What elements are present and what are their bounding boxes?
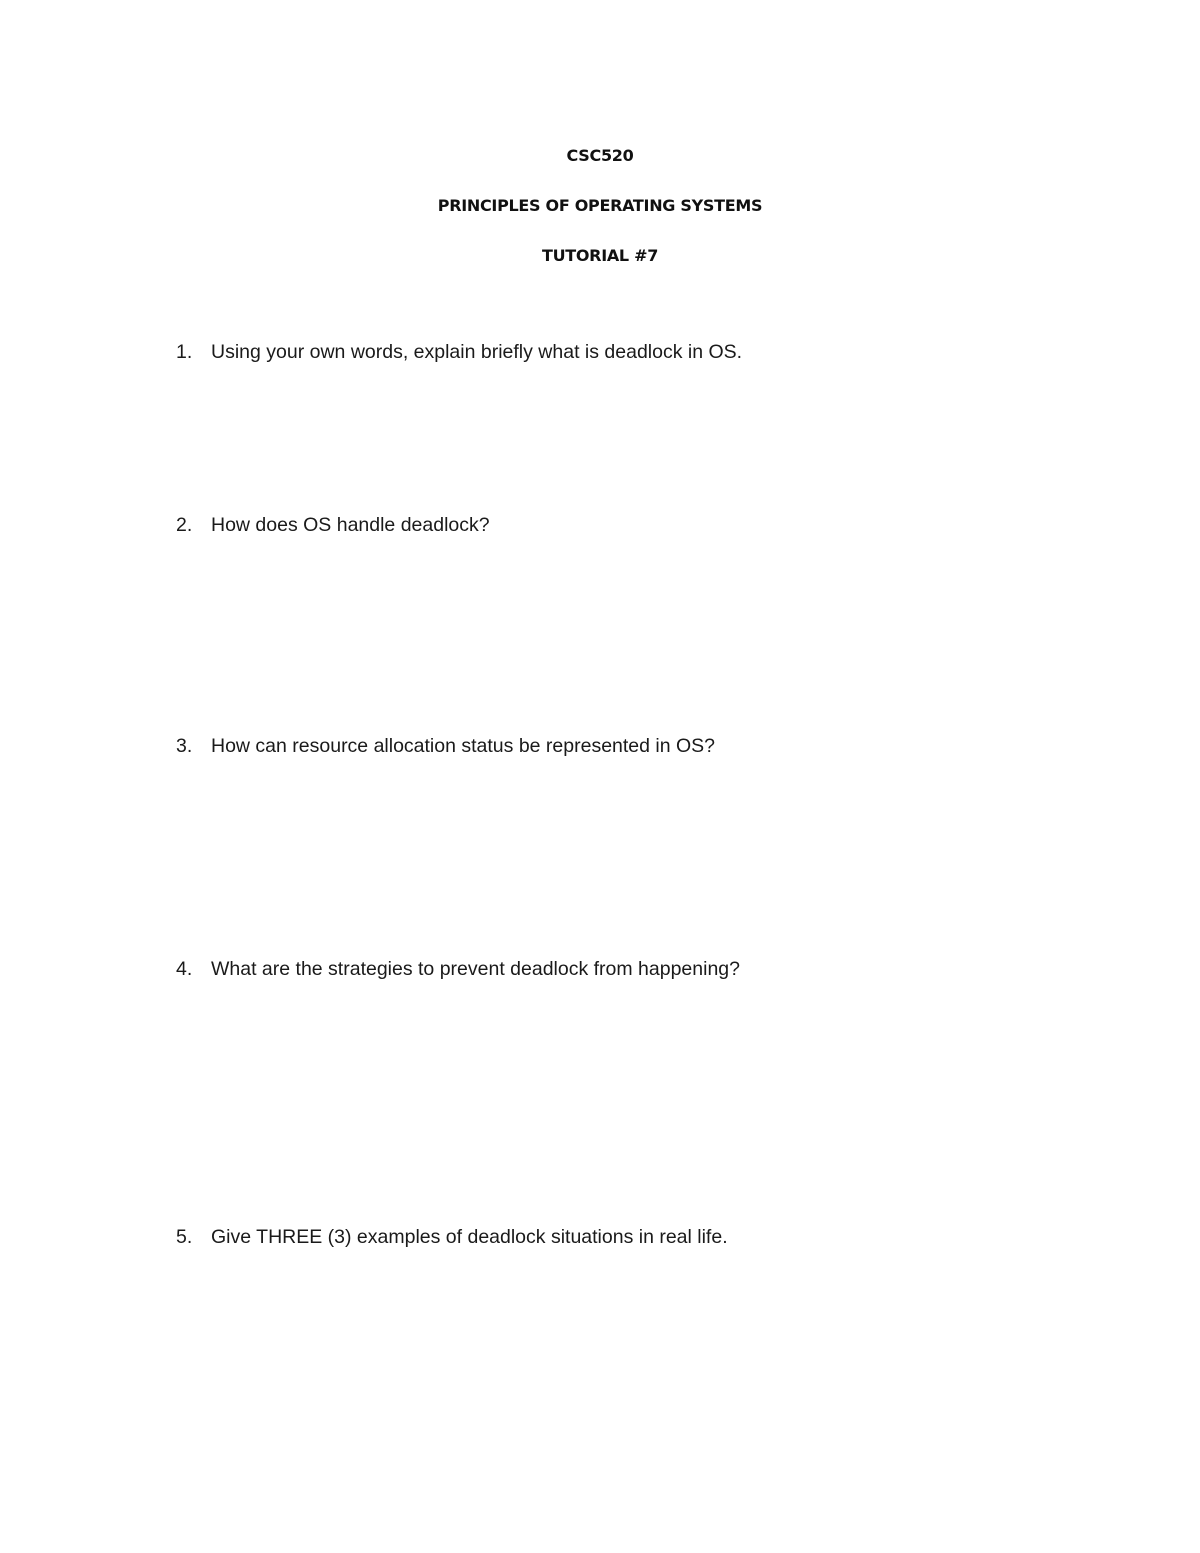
question-2-number: 2. <box>176 514 193 536</box>
question-5-number: 5. <box>176 1226 193 1248</box>
question-4-text: What are the strategies to prevent deadlock from happening? <box>211 958 740 980</box>
question-4 <box>176 957 1076 981</box>
question-1-number: 1. <box>176 341 193 363</box>
tutorial-number: TUTORIAL #7 <box>541 246 659 265</box>
question-4-number: 4. <box>176 958 193 980</box>
question-2 <box>176 513 1076 537</box>
question-1-text: Using your own words, explain briefly what is deadlock in OS. <box>211 341 743 363</box>
question-3-text: How can resource allocation status be represented in OS? <box>211 735 716 757</box>
question-5 <box>176 1225 1076 1249</box>
question-1 <box>176 340 1076 364</box>
question-2-text: How does OS handle deadlock? <box>211 514 490 536</box>
question-3-number: 3. <box>176 735 193 757</box>
course-title: PRINCIPLES OF OPERATING SYSTEMS <box>437 196 763 215</box>
question-3 <box>176 734 1076 758</box>
question-5-text: Give THREE (3) examples of deadlock situations in real life. <box>211 1226 728 1248</box>
course-code: CSC520 <box>566 146 634 165</box>
